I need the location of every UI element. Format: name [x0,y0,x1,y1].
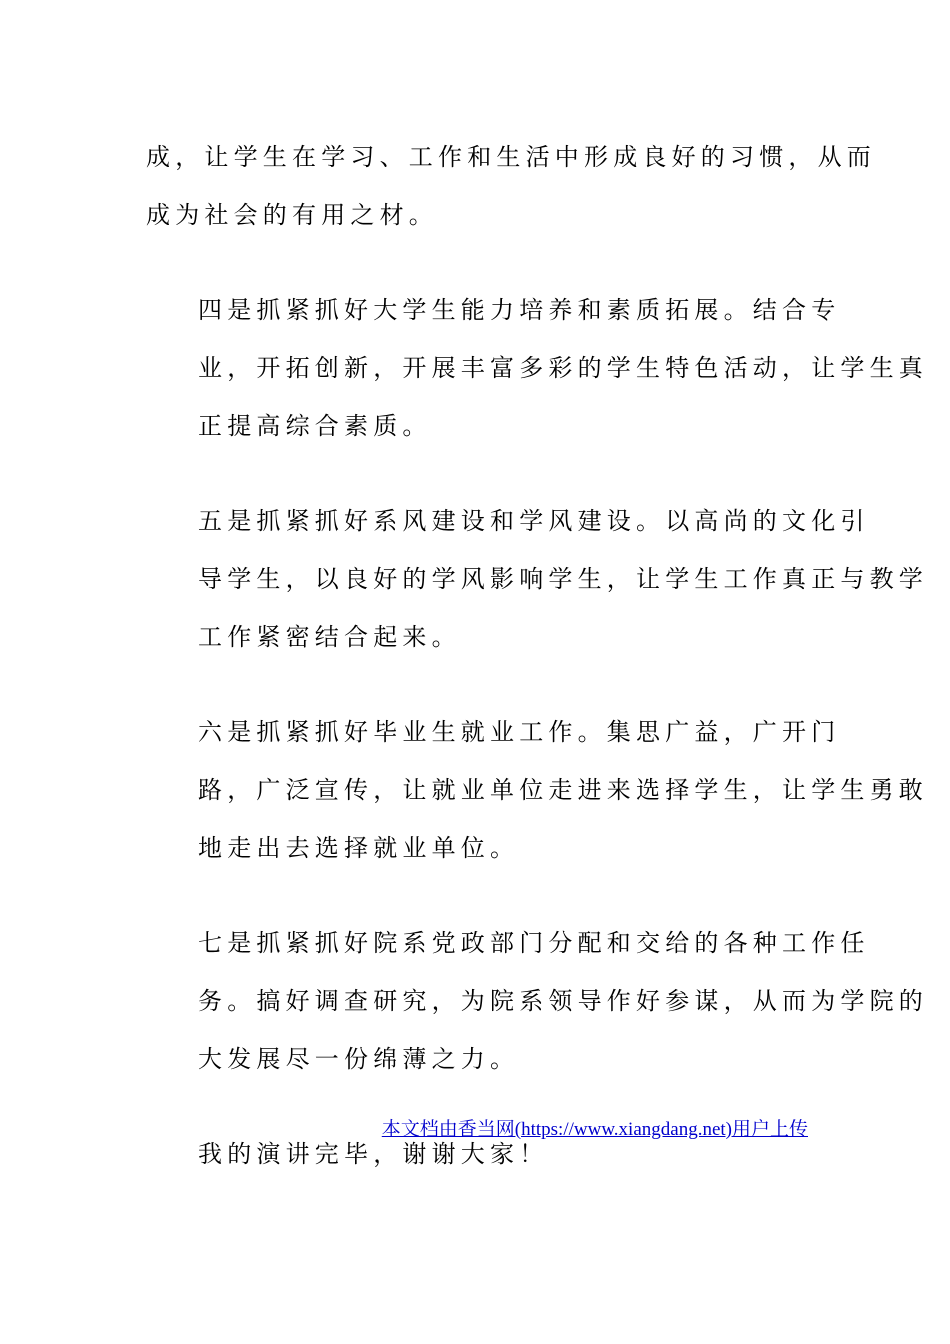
paragraph-continuation [146,128,876,244]
text-line: 地走出去选择就业单位。 [198,834,520,862]
text-line: 我的演讲完毕，谢谢大家！ [198,1140,549,1168]
text-line: 导学生，以良好的学风影响学生，让学生工作真正与教学 [198,565,928,593]
footer [146,1118,808,1142]
text-line: 工作紧密结合起来。 [198,623,461,651]
paragraph-point-five [146,492,928,666]
text-line: 五是抓紧抓好系风建设和学风建设。以高尚的文化引 [198,507,870,535]
text-line: 成为社会的有用之材。 [146,201,438,229]
text-line: 七是抓紧抓好院系党政部门分配和交给的各种工作任 [198,929,870,957]
document-body [146,128,928,1220]
paragraph-point-six [146,703,928,877]
source-link[interactable]: 本文档由香当网(https://www.xiangdang.net)用户上传 [381,1119,808,1140]
paragraph-point-seven [146,914,928,1088]
text-line: 大发展尽一份绵薄之力。 [198,1045,520,1073]
text-line: 四是抓紧抓好大学生能力培养和素质拓展。结合专 [198,296,841,324]
text-line: 正提高综合素质。 [198,412,432,440]
text-line: 业，开拓创新，开展丰富多彩的学生特色活动，让学生真 [198,354,928,382]
text-line: 成，让学生在学习、工作和生活中形成良好的习惯，从而 [146,143,876,171]
text-line: 六是抓紧抓好毕业生就业工作。集思广益，广开门 [198,718,841,746]
paragraph-point-four [146,281,928,455]
text-line: 路，广泛宣传，让就业单位走进来选择学生，让学生勇敢 [198,776,928,804]
text-line: 务。搞好调查研究，为院系领导作好参谋，从而为学院的 [198,987,928,1015]
